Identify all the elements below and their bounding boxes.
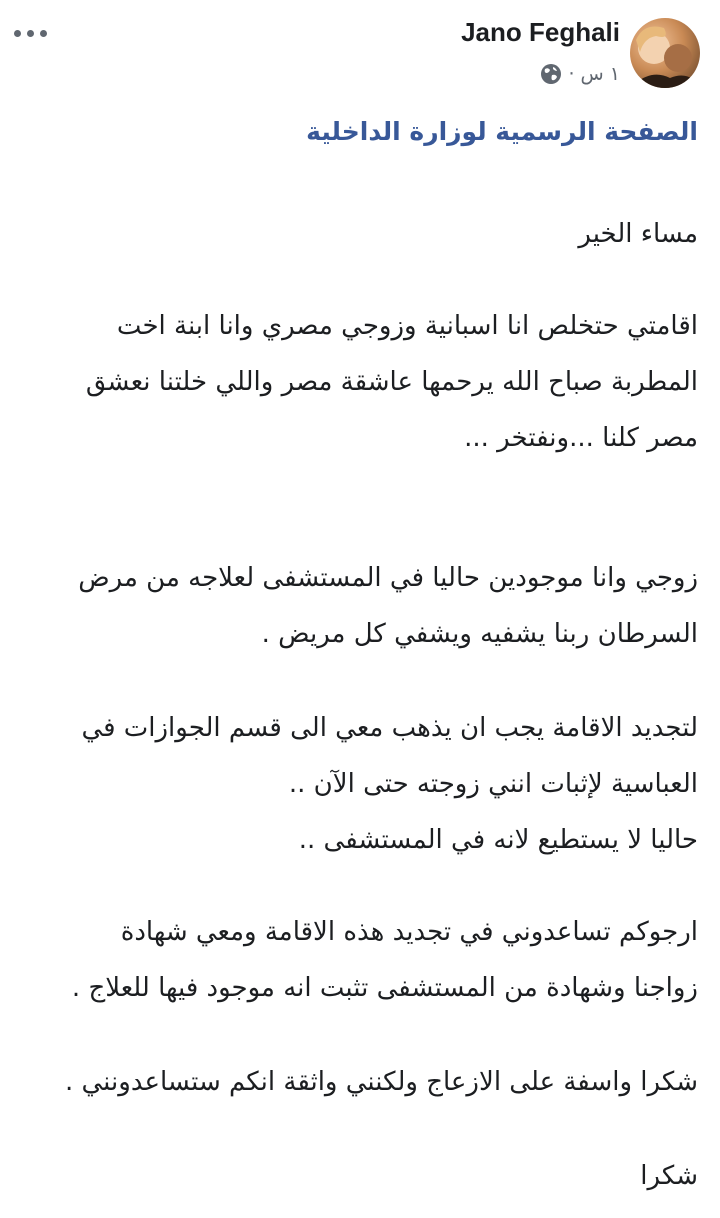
post-line: ارجوكم تساعدوني في تجديد هذه الاقامة ومعي شهادة [120,917,698,947]
avatar-photo [630,18,700,88]
tagged-page-link[interactable]: الصفحة الرسمية لوزارة الداخلية [306,117,698,146]
post-line: زوجي وانا موجودين حاليا في المستشفى لعلاجه من مرض [78,563,698,593]
more-dot [27,30,34,37]
post-line: شكرا واسفة على الازعاج ولكنني واثقة انكم ستساعدونني . [64,1067,698,1097]
globe-icon [540,63,562,85]
post-line: حاليا لا يستطيع لانه في المستشفى .. [298,825,698,855]
more-dot [40,30,47,37]
post-line: السرطان ربنا يشفيه ويشفي كل مريض . [261,619,698,649]
avatar[interactable] [630,18,700,88]
more-dot [14,30,21,37]
post-line: زواجنا وشهادة من المستشفى تثبت انه موجود فيها للعلاج . [71,973,698,1003]
post-time[interactable]: ١ س · [568,63,620,85]
post-line: لتجديد الاقامة يجب ان يذهب معي الى قسم الجوازات في [81,713,698,743]
post-line: العباسية لإثبات انني زوجته حتى الآن .. [288,769,698,799]
post-line: مساء الخير [578,219,698,249]
author-name[interactable]: Jano Feghali [461,17,620,47]
post-line: مصر كلنا ...ونفتخر ... [464,423,698,453]
post-line: شكرا [640,1161,698,1191]
post-line: المطربة صباح الله يرحمها عاشقة مصر واللي خلتنا نعشق [85,367,698,397]
more-options-button[interactable] [14,22,54,44]
post-line: اقامتي حتخلص انا اسبانية وزوجي مصري وانا ابنة اخت [116,311,698,341]
post-meta [540,62,620,86]
